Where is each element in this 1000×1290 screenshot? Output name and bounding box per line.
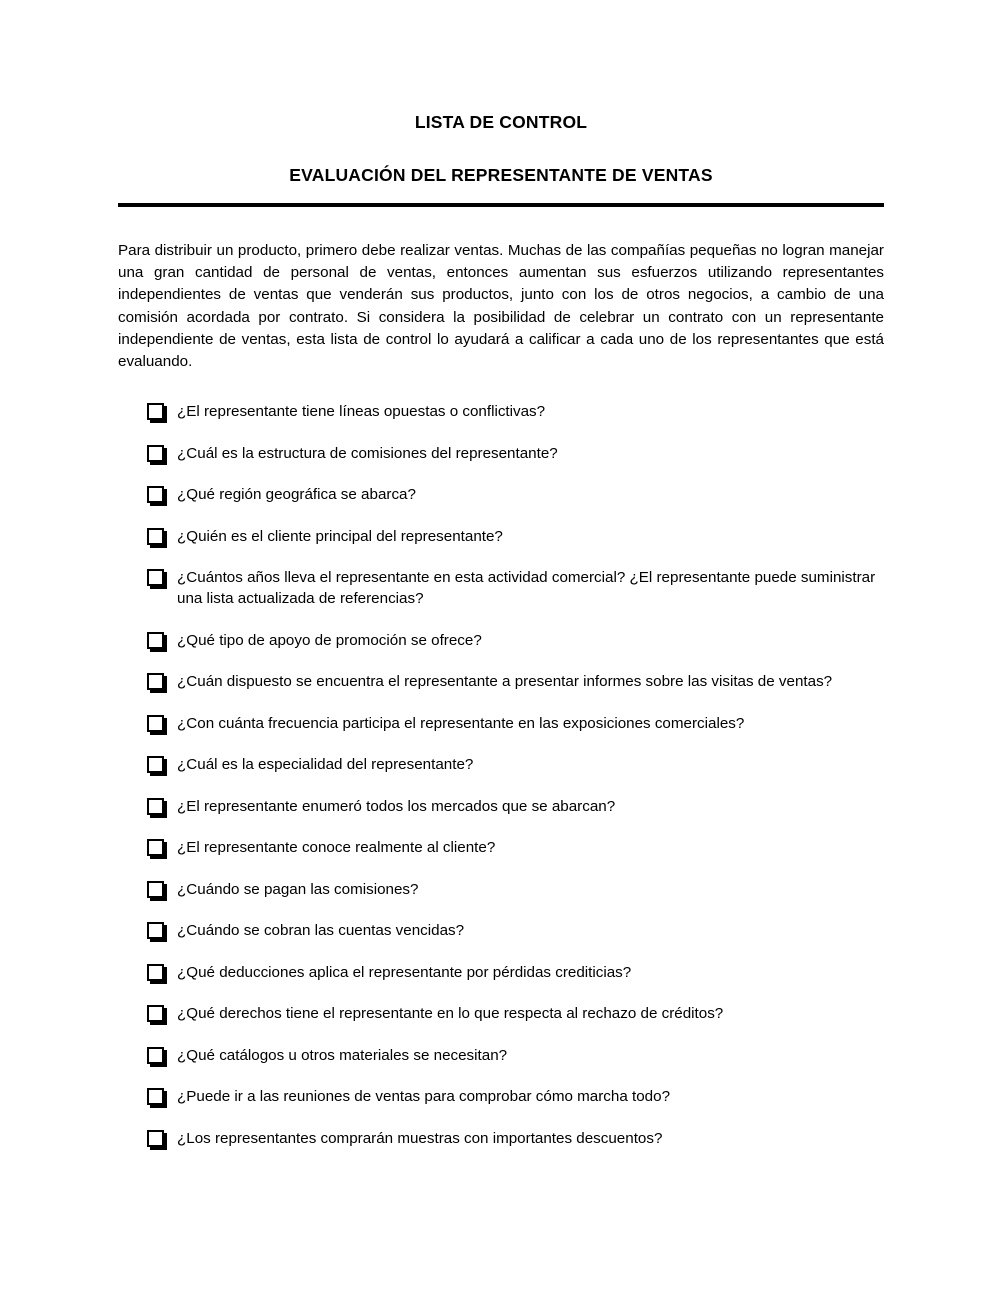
page-title: LISTA DE CONTROL bbox=[414, 112, 588, 132]
list-item-label: ¿Cuándo se cobran las cuentas vencidas? bbox=[177, 922, 465, 940]
list-item-label: ¿Puede ir a las reuniones de ventas para comprobar cómo marcha todo? bbox=[177, 1088, 671, 1106]
title-block bbox=[118, 0, 884, 186]
checkbox-icon[interactable] bbox=[147, 1130, 164, 1147]
list-item-label: ¿Los representantes comprarán muestras con importantes descuentos? bbox=[177, 1129, 663, 1147]
list-item[interactable] bbox=[118, 630, 884, 651]
list-item[interactable] bbox=[118, 796, 884, 817]
checkbox-icon[interactable] bbox=[147, 922, 164, 939]
list-item[interactable] bbox=[118, 962, 884, 983]
list-item[interactable] bbox=[118, 1045, 884, 1066]
list-item-label: ¿Cuál es la especialidad del representante? bbox=[177, 756, 474, 774]
list-item-label: ¿Qué catálogos u otros materiales se necesitan? bbox=[177, 1046, 508, 1064]
list-item[interactable] bbox=[118, 1086, 884, 1107]
checkbox-icon[interactable] bbox=[147, 881, 164, 898]
list-item[interactable] bbox=[118, 671, 884, 692]
checkbox-icon[interactable] bbox=[147, 1005, 164, 1022]
list-item-label: ¿El representante conoce realmente al cliente? bbox=[177, 839, 496, 857]
list-item[interactable] bbox=[118, 754, 884, 775]
header-divider bbox=[118, 203, 884, 207]
document-content bbox=[118, 0, 884, 1169]
checklist bbox=[118, 373, 884, 1149]
checkbox-icon[interactable] bbox=[147, 964, 164, 981]
list-item-label: ¿Cuándo se pagan las comisiones? bbox=[177, 880, 419, 898]
list-item[interactable] bbox=[118, 443, 884, 464]
list-item-label: ¿Qué deducciones aplica el representante por pérdidas crediticias? bbox=[177, 963, 632, 981]
list-item-label: ¿Qué tipo de apoyo de promoción se ofrece? bbox=[177, 631, 482, 649]
list-item[interactable] bbox=[118, 484, 884, 505]
checkbox-icon[interactable] bbox=[147, 673, 164, 690]
list-item-label: ¿Quién es el cliente principal del representante? bbox=[177, 527, 503, 545]
checkbox-icon[interactable] bbox=[147, 839, 164, 856]
checkbox-icon[interactable] bbox=[147, 715, 164, 732]
list-item[interactable] bbox=[118, 567, 884, 609]
checkbox-icon[interactable] bbox=[147, 756, 164, 773]
list-item-label: ¿Qué región geográfica se abarca? bbox=[177, 486, 416, 504]
list-item[interactable] bbox=[118, 401, 884, 422]
checkbox-icon[interactable] bbox=[147, 1088, 164, 1105]
list-item-label: ¿Con cuánta frecuencia participa el representante en las exposiciones comerciales? bbox=[177, 714, 745, 732]
list-item-label: ¿Cuán dispuesto se encuentra el representante a presentar informes sobre las visitas de ventas? bbox=[177, 673, 833, 691]
checkbox-icon[interactable] bbox=[147, 528, 164, 545]
page-subtitle: EVALUACIÓN DEL REPRESENTANTE DE VENTAS bbox=[289, 165, 713, 185]
list-item[interactable] bbox=[118, 713, 884, 734]
list-item[interactable] bbox=[118, 879, 884, 900]
list-item[interactable] bbox=[118, 920, 884, 941]
checkbox-icon[interactable] bbox=[147, 632, 164, 649]
list-item[interactable] bbox=[118, 526, 884, 547]
list-item[interactable] bbox=[118, 1128, 884, 1149]
checkbox-icon[interactable] bbox=[147, 569, 164, 586]
checkbox-icon[interactable] bbox=[147, 486, 164, 503]
list-item-label: ¿El representante tiene líneas opuestas o conflictivas? bbox=[177, 403, 546, 421]
list-item[interactable] bbox=[118, 1003, 884, 1024]
intro-paragraph: Para distribuir un producto, primero debe realizar ventas. Muchas de las compañías pequeñas no logran manejar una gran cantidad de personal de ventas, entonces aumentan sus esfuerzos utilizando representantes independientes de ventas que venderán sus productos, junto con los de otros negocios, a cambio de una comisión acordada por contrato. Si considera la posibilidad de celebrar un contrato con un representante independiente de ventas, esta lista de control lo ayudará a calificar a cada uno de los representantes que está evaluando. bbox=[118, 242, 884, 371]
list-item-label: ¿Qué derechos tiene el representante en lo que respecta al rechazo de créditos? bbox=[177, 1005, 724, 1023]
list-item-label: ¿El representante enumeró todos los mercados que se abarcan? bbox=[177, 797, 616, 815]
checkbox-icon[interactable] bbox=[147, 798, 164, 815]
list-item-label: ¿Cuántos años lleva el representante en esta actividad comercial? ¿El representante puede suministrar una lista actualizada de referencias? bbox=[177, 569, 876, 608]
list-item-label: ¿Cuál es la estructura de comisiones del representante? bbox=[177, 444, 558, 462]
checkbox-icon[interactable] bbox=[147, 1047, 164, 1064]
checkbox-icon[interactable] bbox=[147, 445, 164, 462]
checkbox-icon[interactable] bbox=[147, 403, 164, 420]
list-item[interactable] bbox=[118, 837, 884, 858]
